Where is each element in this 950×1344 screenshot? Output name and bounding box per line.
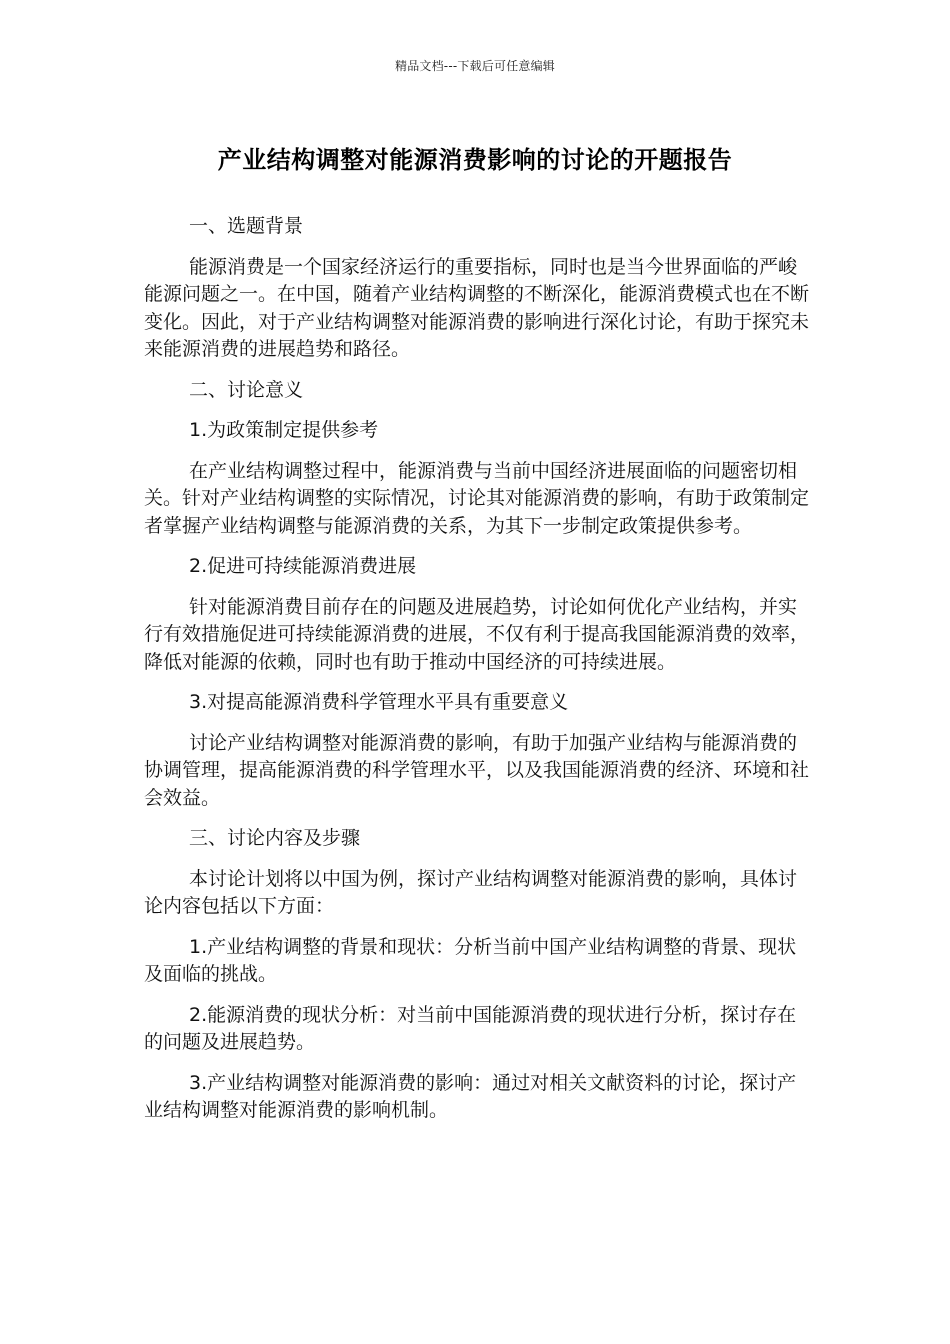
subheading-management: 3.对提高能源消费科学管理水平具有重要意义 (189, 691, 569, 713)
paragraph-sustainable: 针对能源消费目前存在的问题及进展趋势，讨论如何优化产业结构，并实行有效措施促进可持续能源消费的进展，不仅有利于提高我国能源消费的效率，降低对能源的依赖，同时也有助于推动中国经济的可持续进展。 (144, 595, 810, 673)
section-heading-background: 一、选题背景 (189, 215, 304, 237)
section-heading-content-steps: 三、讨论内容及步骤 (189, 827, 361, 849)
document-title: 产业结构调整对能源消费影响的讨论的开题报告 (217, 146, 733, 174)
subheading-sustainable: 2.促进可持续能源消费进展 (189, 555, 417, 577)
list-item-impact: 3.产业结构调整对能源消费的影响：通过对相关文献资料的讨论，探讨产业结构调整对能源消费的影响机制。 (144, 1071, 797, 1121)
section-heading-significance: 二、讨论意义 (189, 378, 304, 401)
paragraph-background: 能源消费是一个国家经济运行的重要指标，同时也是当今世界面临的严峻能源问题之一。在中国，随着产业结构调整的不断深化，能源消费模式也在不断变化。因此，对于产业结构调整对能源消费的影响进行深化讨论，有助于探究未来能源消费的进展趋势和路径。 (144, 255, 810, 360)
paragraph-management: 讨论产业结构调整对能源消费的影响，有助于加强产业结构与能源消费的协调管理，提高能源消费的科学管理水平，以及我国能源消费的经济、环境和社会效益。 (144, 731, 810, 809)
list-item-background-status: 1.产业结构调整的背景和现状：分析当前中国产业结构调整的背景、现状及面临的挑战。 (144, 935, 797, 985)
document-body (144, 213, 809, 1138)
header-note: 精品文档---下载后可任意编辑 (395, 59, 555, 73)
subheading-policy-reference: 1.为政策制定提供参考 (189, 419, 379, 441)
paragraph-content-intro: 本讨论计划将以中国为例，探讨产业结构调整对能源消费的影响，具体讨论内容包括以下方面： (144, 867, 798, 917)
list-item-consumption-analysis: 2.能源消费的现状分析：对当前中国能源消费的现状进行分析，探讨存在的问题及进展趋势。 (144, 1003, 797, 1053)
paragraph-policy-reference: 在产业结构调整过程中，能源消费与当前中国经济进展面临的问题密切相关。针对产业结构调整的实际情况，讨论其对能源消费的影响，有助于政策制定者掌握产业结构调整与能源消费的关系，为其下一步制定政策提供参考。 (144, 459, 810, 537)
